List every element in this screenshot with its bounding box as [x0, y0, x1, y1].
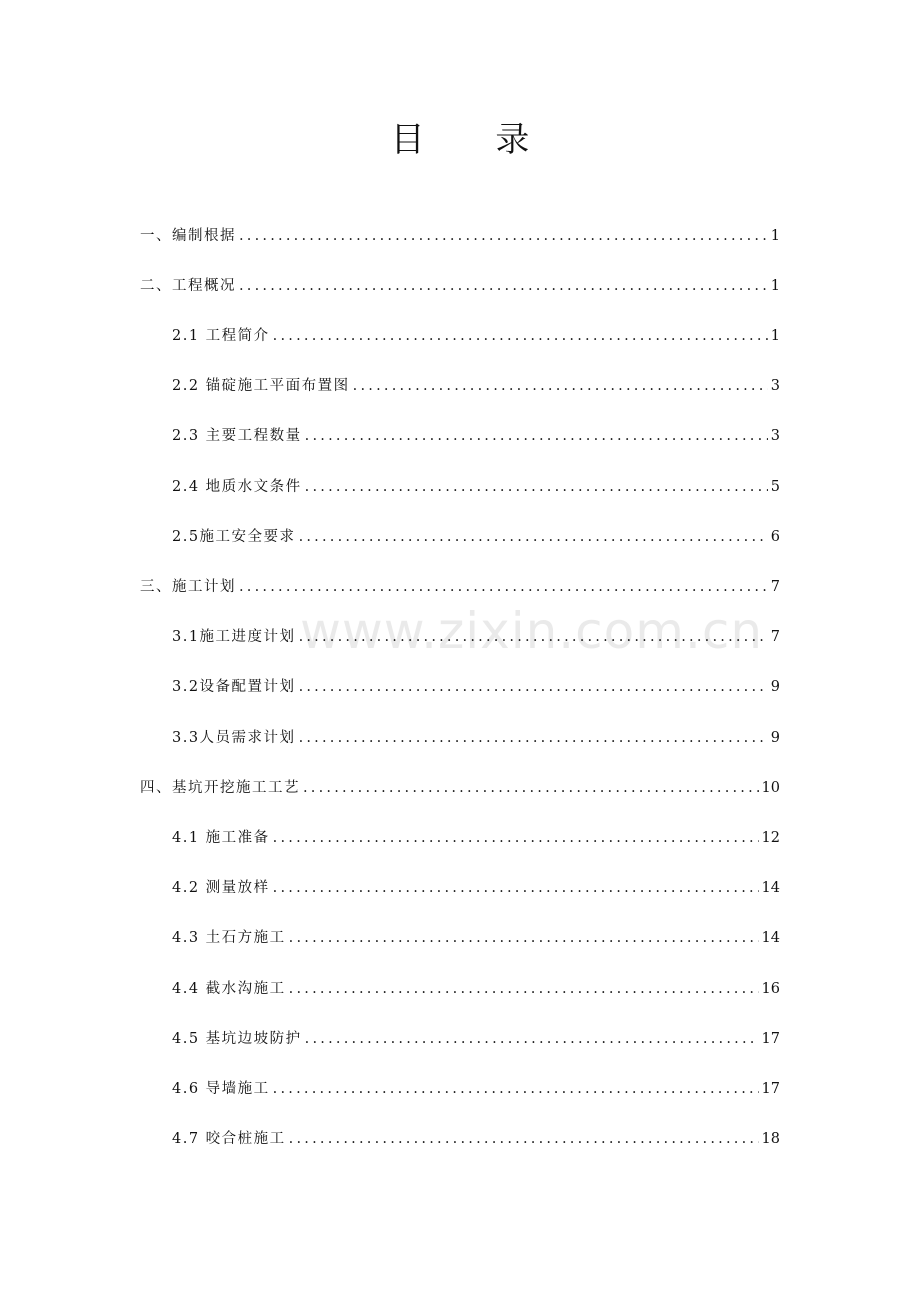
toc-entry-page: 1: [770, 278, 780, 294]
toc-entry[interactable]: [140, 575, 780, 599]
toc-entry-label: 4.7 咬合桩施工: [172, 1131, 286, 1147]
toc-entry-page: 6: [770, 529, 780, 545]
toc-dot-leader: [289, 926, 759, 950]
toc-entry-label: 4.5 基坑边坡防护: [172, 1031, 302, 1047]
toc-entry-label: 3.2设备配置计划: [172, 679, 296, 695]
toc-entry[interactable]: [140, 224, 780, 248]
toc-entry[interactable]: [172, 374, 780, 398]
toc-entry-label: 2.5施工安全要求: [172, 529, 296, 545]
toc-entry[interactable]: [140, 776, 780, 800]
toc-dot-leader: [353, 374, 768, 398]
toc-entry[interactable]: [172, 424, 780, 448]
toc-entry-label: 一、编制根据: [140, 228, 236, 244]
toc-entry-page: 17: [761, 1031, 780, 1047]
toc-dot-leader: [239, 274, 768, 298]
toc-entry[interactable]: [172, 977, 780, 1001]
toc-dot-leader: [303, 776, 759, 800]
toc-entry-label: 2.3 主要工程数量: [172, 428, 302, 444]
toc-dot-leader: [239, 224, 768, 248]
toc-dot-leader: [305, 424, 768, 448]
toc-entry-label: 四、基坑开挖施工工艺: [140, 780, 300, 796]
toc-entry-label: 4.1 施工准备: [172, 830, 270, 846]
toc-dot-leader: [305, 475, 768, 499]
toc-entry-page: 14: [761, 930, 780, 946]
toc-dot-leader: [289, 977, 759, 1001]
toc-entry-page: 9: [770, 730, 780, 746]
toc-entry[interactable]: [172, 625, 780, 649]
toc-entry-page: 5: [770, 479, 780, 495]
toc-entry-page: 17: [761, 1081, 780, 1097]
toc-entry-label: 2.2 锚碇施工平面布置图: [172, 378, 350, 394]
watermark: www.zixin.com.cn: [300, 602, 764, 660]
toc-dot-leader: [289, 1127, 759, 1151]
toc-entry-page: 16: [761, 981, 780, 997]
toc-entry-label: 4.2 测量放样: [172, 880, 270, 896]
toc-entry-page: 1: [770, 228, 780, 244]
toc-dot-leader: [273, 1077, 759, 1101]
toc-entry[interactable]: [172, 726, 780, 750]
toc-entry-label: 4.4 截水沟施工: [172, 981, 286, 997]
toc-entry[interactable]: [172, 475, 780, 499]
toc-entry[interactable]: [172, 1127, 780, 1151]
toc-dot-leader: [273, 876, 759, 900]
toc-entry-page: 10: [761, 780, 780, 796]
toc-entry[interactable]: [172, 1077, 780, 1101]
toc-entry-label: 3.3人员需求计划: [172, 730, 296, 746]
toc-dot-leader: [239, 575, 768, 599]
toc-entry-page: 7: [770, 629, 780, 645]
toc-entry-page: 9: [770, 679, 780, 695]
toc-entry[interactable]: [172, 876, 780, 900]
toc-dot-leader: [299, 625, 768, 649]
toc-entry[interactable]: [140, 274, 780, 298]
toc-entry[interactable]: [172, 826, 780, 850]
toc-entry-label: 2.4 地质水文条件: [172, 479, 302, 495]
toc-entry-label: 三、施工计划: [140, 579, 236, 595]
toc-entry-page: 12: [761, 830, 780, 846]
toc-entry[interactable]: [172, 675, 780, 699]
toc-entry-page: 14: [761, 880, 780, 896]
toc-entry-page: 18: [761, 1131, 780, 1147]
toc-entry-page: 7: [770, 579, 780, 595]
toc-entry-page: 1: [770, 328, 780, 344]
toc-entry[interactable]: [172, 1027, 780, 1051]
toc-dot-leader: [273, 324, 768, 348]
toc-entry-page: 3: [770, 428, 780, 444]
toc-entry[interactable]: [172, 926, 780, 950]
toc-entry-label: 2.1 工程简介: [172, 328, 270, 344]
toc-entry[interactable]: [172, 525, 780, 549]
toc-entry-label: 3.1施工进度计划: [172, 629, 296, 645]
page-title: 目 录: [390, 120, 560, 160]
toc-dot-leader: [299, 726, 768, 750]
toc-entry-label: 4.6 导墙施工: [172, 1081, 270, 1097]
toc-dot-leader: [299, 525, 768, 549]
toc-entry-page: 3: [770, 378, 780, 394]
toc-dot-leader: [305, 1027, 759, 1051]
toc-entry-label: 二、工程概况: [140, 278, 236, 294]
toc-dot-leader: [273, 826, 759, 850]
toc-entry-label: 4.3 土石方施工: [172, 930, 286, 946]
toc-entry[interactable]: [172, 324, 780, 348]
toc-dot-leader: [299, 675, 768, 699]
